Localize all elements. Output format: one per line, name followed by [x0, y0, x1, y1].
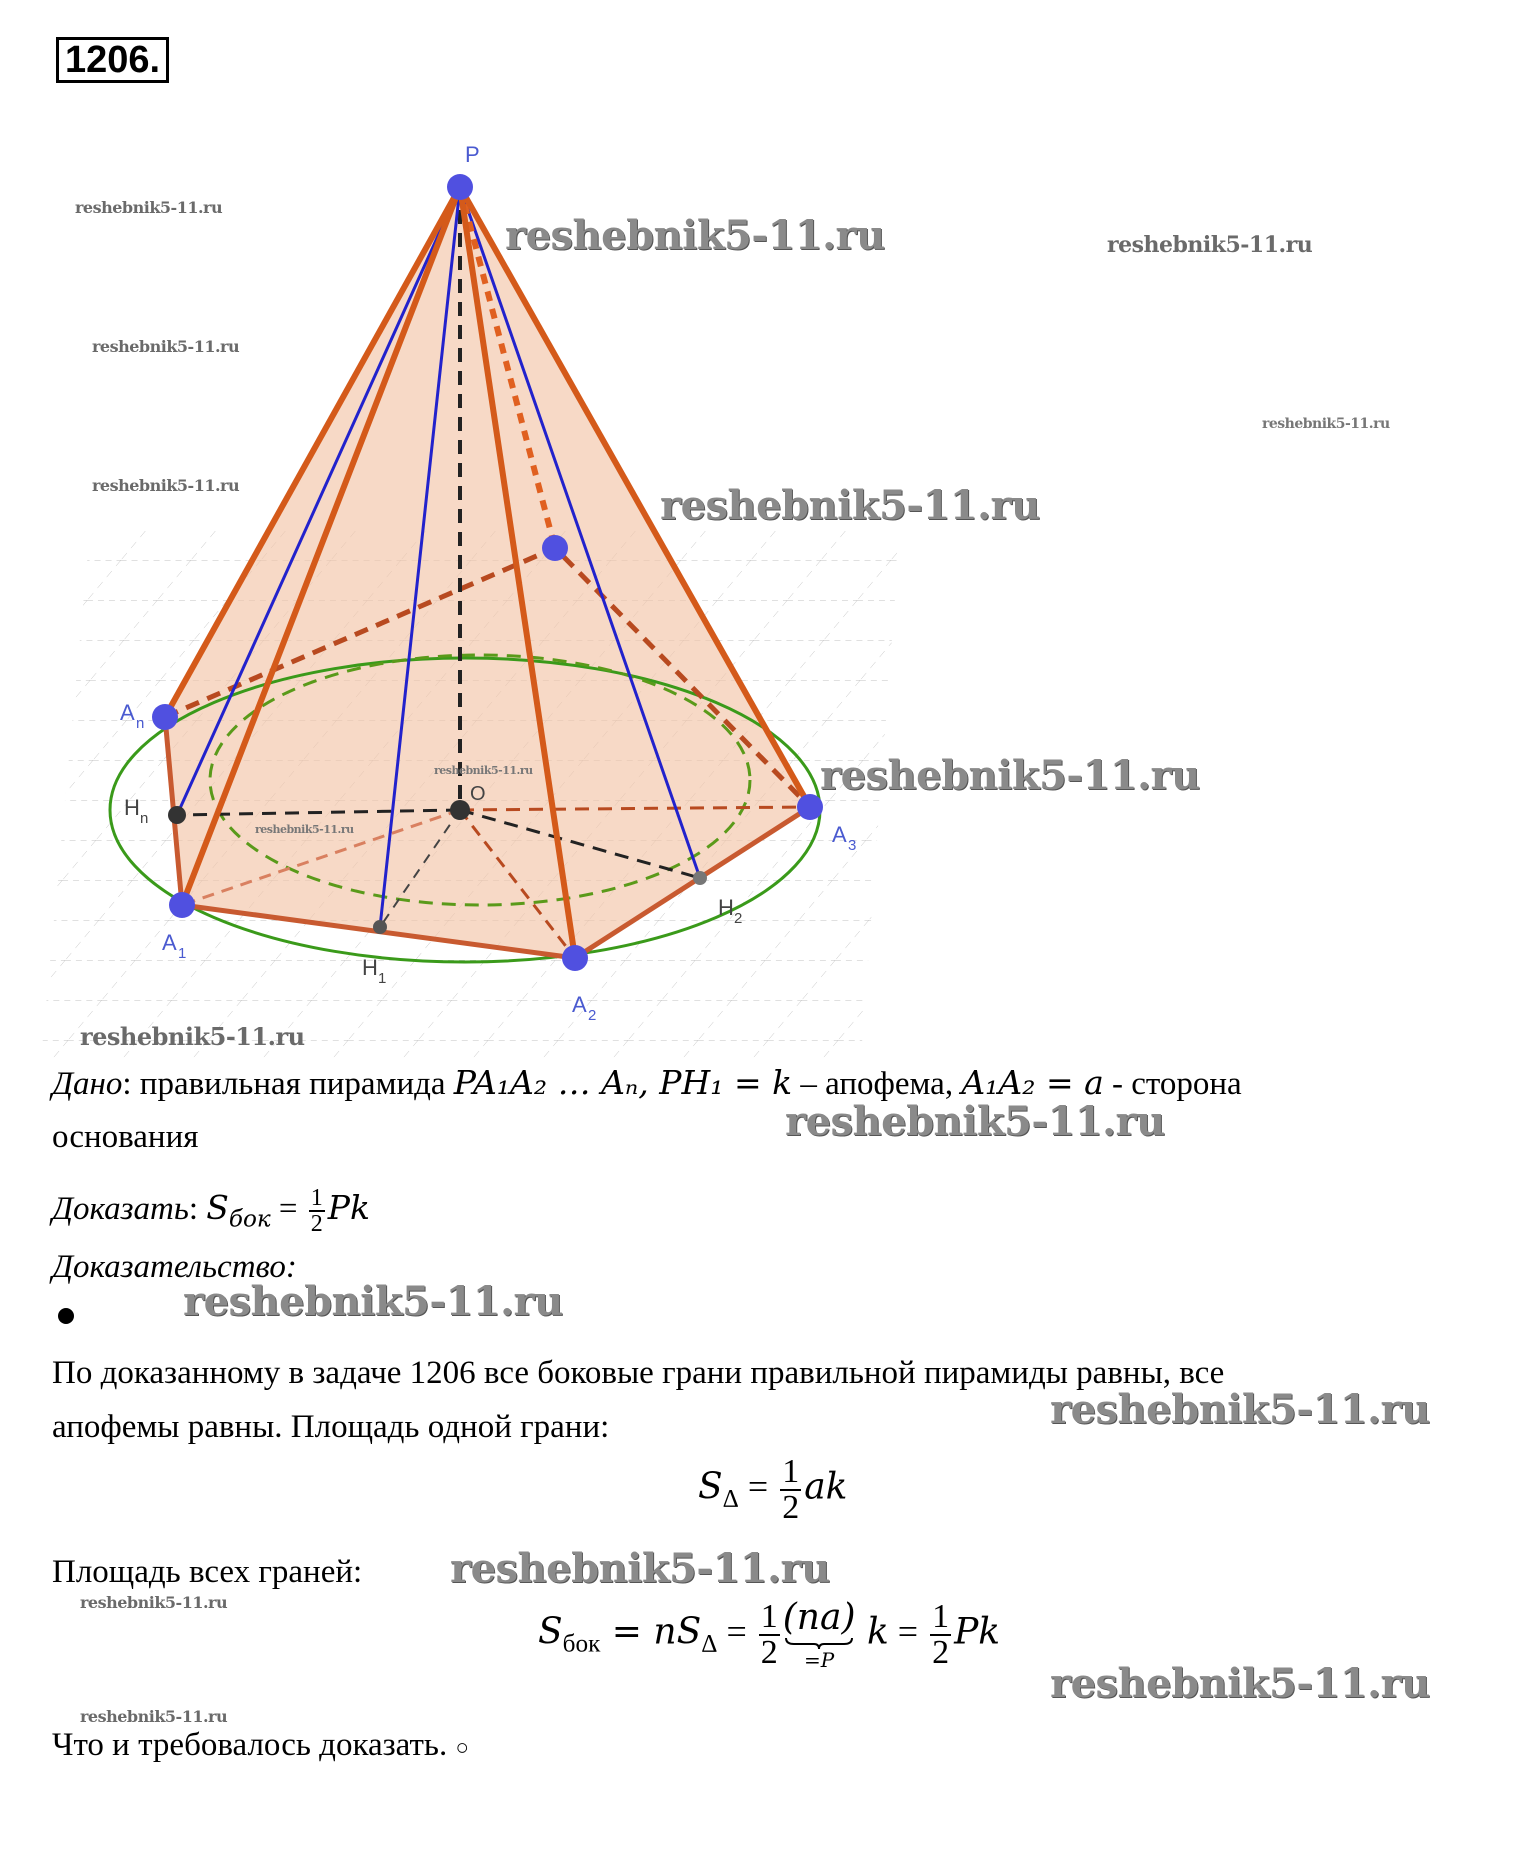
paragraph-line1: По доказанному в задаче 1206 все боковые грани правильной пирамиды равны, все	[52, 1355, 1225, 1391]
f2-rhs: Pk	[954, 1611, 1001, 1653]
label-a2: A	[572, 992, 587, 1017]
f2-fraction2	[930, 1600, 951, 1670]
f1-num: 1	[782, 1453, 800, 1490]
prove-lhs-sub: бок	[228, 1206, 271, 1233]
label-h2-sub: 2	[734, 910, 743, 927]
label-o: O	[470, 783, 486, 805]
prove-frac-num: 1	[310, 1185, 323, 1212]
prove-label: Доказать	[52, 1191, 189, 1227]
formula-lateral-area	[538, 1597, 1001, 1672]
label-a3: A	[832, 822, 847, 847]
formula-face-area	[698, 1455, 847, 1525]
label-a1: A	[162, 930, 177, 955]
given-text-a: : правильная пирамида	[122, 1066, 454, 1102]
point-an	[152, 704, 178, 730]
point-p	[447, 174, 473, 200]
given-pyramid: PA₁A₂ … Aₙ, PH₁ = k	[453, 1063, 793, 1102]
watermark: reshebnik5-11.ru	[660, 482, 1040, 529]
f2-eq: =	[717, 1611, 756, 1652]
given-text-c: - сторона	[1103, 1066, 1242, 1102]
point-a1	[169, 892, 195, 918]
prove-frac-den: 2	[310, 1211, 323, 1238]
given-side: A₁A₂ = a	[961, 1063, 1104, 1102]
watermark: reshebnik5-11.ru	[1107, 232, 1313, 258]
f2-den: 2	[760, 1634, 778, 1671]
f1-den: 2	[782, 1489, 800, 1526]
f2-lhs-sub: бок	[562, 1630, 601, 1658]
watermark: reshebnik5-11.ru	[92, 476, 240, 495]
f2-lhs: S	[538, 1611, 563, 1653]
point-a2	[562, 945, 588, 971]
prove-colon: :	[188, 1191, 207, 1227]
label-a2-sub: 2	[588, 1007, 597, 1024]
paragraph-line2: апофемы равны. Площадь одной грани:	[52, 1409, 610, 1445]
f2-brace-label: =P	[804, 1648, 835, 1672]
prove-fraction	[309, 1186, 325, 1236]
f2-num: 1	[760, 1598, 778, 1635]
f2-underbrace-group	[782, 1597, 856, 1672]
label-h2: H	[718, 895, 734, 920]
watermark: reshebnik5-11.ru	[80, 1022, 305, 1051]
watermark: reshebnik5-11.ru	[450, 1545, 830, 1592]
watermark: reshebnik5-11.ru	[505, 212, 885, 259]
prove-rhs: Pk	[327, 1188, 370, 1227]
f2-part1-sub: Δ	[701, 1630, 718, 1658]
problem-number: 1206.	[56, 37, 169, 83]
point-a-hidden	[542, 535, 568, 561]
watermark: reshebnik5-11.ru	[183, 1278, 563, 1325]
f1-lhs-sub: Δ	[722, 1485, 739, 1513]
conclusion-line	[52, 1718, 469, 1774]
watermark: reshebnik5-11.ru	[434, 764, 533, 777]
given-text-b: – апофема,	[792, 1066, 962, 1102]
conclusion-text: Что и требовалось доказать.	[52, 1727, 448, 1763]
label-a1-sub: 1	[178, 945, 187, 962]
watermark: reshebnik5-11.ru	[80, 1593, 228, 1612]
f2-paren: (na)	[782, 1597, 856, 1638]
given-line2: основания	[52, 1119, 199, 1155]
label-p: P	[465, 142, 480, 167]
f2-k: k	[855, 1611, 889, 1653]
end-mark: ○	[455, 1734, 469, 1760]
f2-fraction	[759, 1600, 780, 1670]
watermark: reshebnik5-11.ru	[785, 1098, 1165, 1145]
watermark: reshebnik5-11.ru	[80, 1707, 228, 1726]
f1-fraction	[780, 1455, 801, 1525]
f2-part1: = nS	[600, 1611, 702, 1653]
point-o	[450, 800, 470, 820]
watermark: reshebnik5-11.ru	[1262, 416, 1390, 432]
label-hn-sub: n	[140, 810, 149, 827]
point-hn	[168, 806, 186, 824]
point-h1	[373, 920, 387, 934]
f2-num2: 1	[932, 1598, 950, 1635]
label-h1: H	[362, 955, 378, 980]
proof-label: Доказательство:	[52, 1249, 297, 1285]
f1-rhs: ak	[804, 1466, 848, 1508]
watermark: reshebnik5-11.ru	[75, 198, 223, 217]
bullet-point	[58, 1308, 74, 1324]
pyramid-figure	[0, 120, 1532, 1060]
watermark: reshebnik5-11.ru	[1050, 1386, 1430, 1433]
watermark: reshebnik5-11.ru	[92, 337, 240, 356]
f1-lhs: S	[698, 1466, 723, 1508]
given-label: Дано	[52, 1066, 123, 1102]
f1-eq: =	[738, 1466, 778, 1507]
label-a3-sub: 3	[848, 837, 857, 854]
label-h1-sub: 1	[378, 970, 387, 987]
prove-lhs: S	[206, 1188, 229, 1227]
f2-eq2: =	[888, 1611, 928, 1652]
prove-eq: =	[270, 1191, 306, 1227]
label-an: A	[120, 700, 135, 725]
f2-den2: 2	[932, 1634, 950, 1671]
watermark: reshebnik5-11.ru	[820, 752, 1200, 799]
watermark: reshebnik5-11.ru	[1050, 1660, 1430, 1707]
point-h2	[693, 871, 707, 885]
watermark: reshebnik5-11.ru	[255, 823, 354, 836]
label-hn: H	[124, 795, 140, 820]
all-faces-label: Площадь всех граней:	[52, 1554, 363, 1590]
label-an-sub: n	[136, 715, 145, 732]
